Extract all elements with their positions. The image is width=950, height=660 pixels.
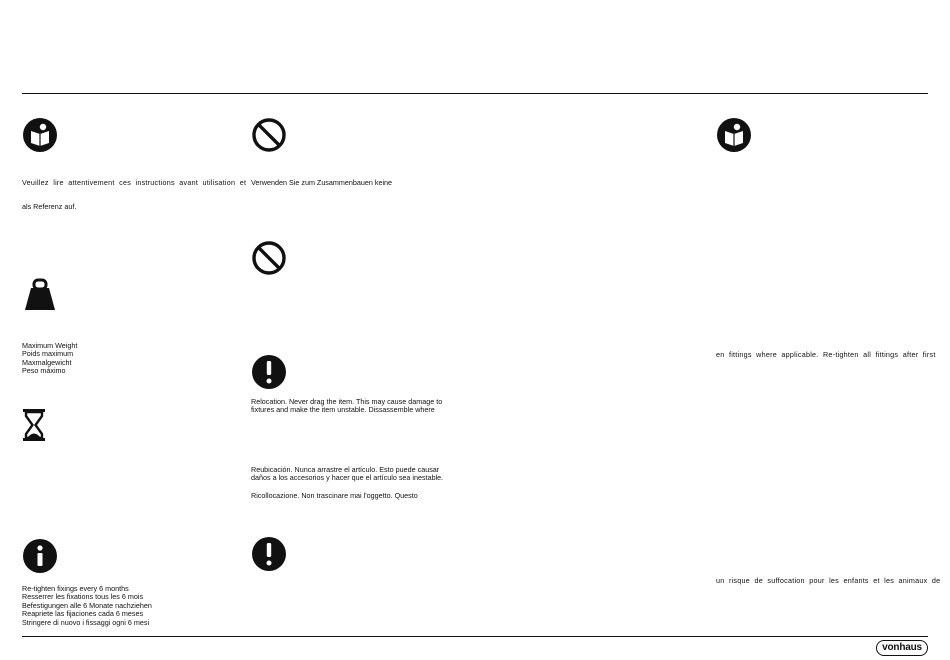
relocation-it: Ricollocazione. Non trascinare mai l'oggetto. Questo <box>251 491 418 500</box>
bottom-divider <box>22 636 928 637</box>
top-divider <box>22 93 928 94</box>
prohibited-icon <box>251 117 287 153</box>
relocation-en: Relocation. Never drag the item. This may cause damage to fixtures and make the item unstable. Dissassemble where <box>251 397 443 415</box>
suffocation-warning-text: un risque de suffocation pour les enfants et les animaux de <box>716 576 941 585</box>
prohibited-icon <box>251 240 287 276</box>
read-instructions-icon <box>22 117 58 153</box>
retighten-fittings-text: en fittings where applicable. Re-tighten all fittings after first <box>716 350 936 359</box>
read-instructions-fr: Veuillez lire attentivement ces instructions avant utilisation et <box>22 178 247 187</box>
weight-icon <box>22 276 58 312</box>
no-tools-de: Verwenden Sie zum Zusammenbauen keine <box>251 178 393 187</box>
warning-icon <box>251 536 287 572</box>
hourglass-icon <box>20 408 48 442</box>
brand-logo: vonhaus <box>876 640 928 656</box>
retighten-labels: Re-tighten fixings every 6 months Resserrer les fixations tous les 6 mois Befestigungen alle 6 Monate nachziehen Reapriete las fijaciones cada 6 meses Stringere di nuovo i fissaggi ogni 6 mesi <box>22 584 152 627</box>
read-instructions-icon <box>716 117 752 153</box>
warning-icon <box>251 354 287 390</box>
info-icon <box>22 538 58 574</box>
max-weight-labels: Maximum Weight Poids maximum Maxmalgewicht Peso máximo <box>22 341 78 376</box>
relocation-es: Reubicación. Nunca arrastre el artículo. Esto puede causar daños a los accesorios y hacer que el artículo sea inestable. <box>251 465 444 483</box>
read-instructions-de: als Referenz auf. <box>22 202 77 211</box>
